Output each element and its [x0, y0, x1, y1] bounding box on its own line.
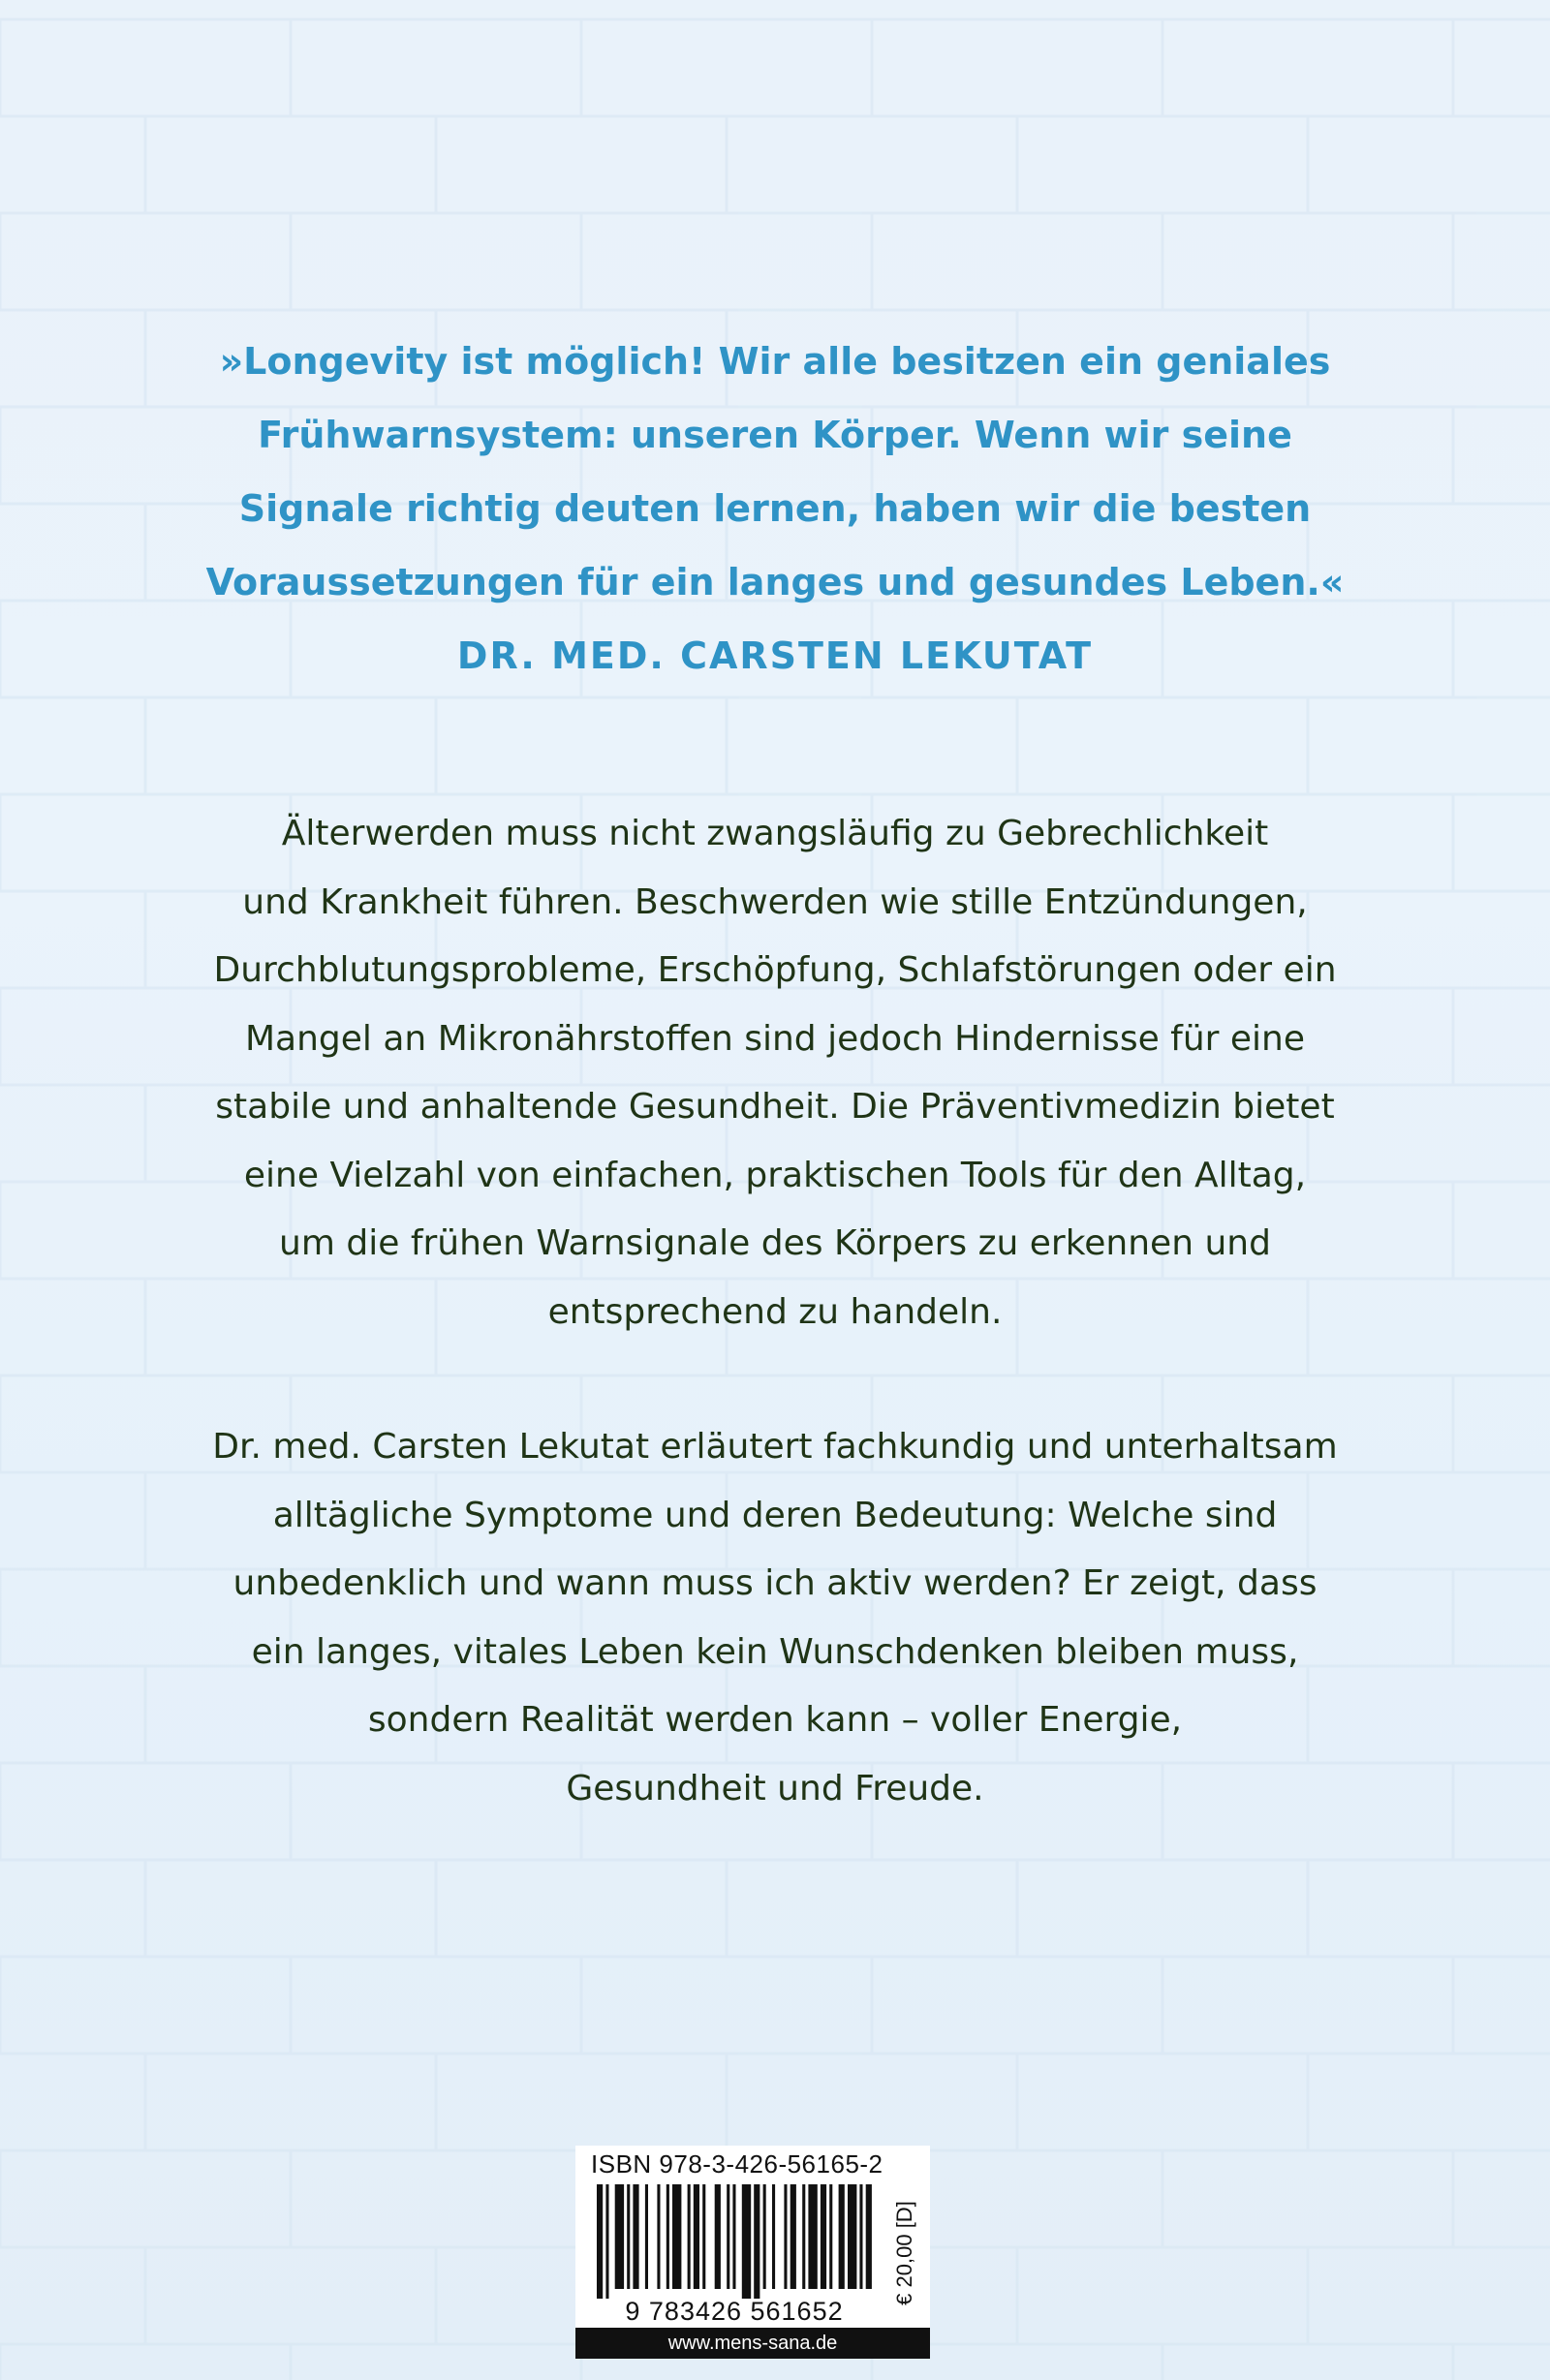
- barcode-box: [575, 2146, 930, 2359]
- paragraph-line: Dr. med. Carsten Lekutat erläutert fachkundig und unterhaltsam: [212, 1427, 1338, 1467]
- quote-block: [0, 325, 1550, 693]
- quote-author: DR. MED. CARSTEN LEKUTAT: [456, 634, 1094, 677]
- paragraph-line: ein langes, vitales Leben kein Wunschdenken bleiben muss,: [251, 1631, 1299, 1672]
- paragraph-line: sondern Realität werden kann – voller Energie,: [367, 1700, 1183, 1740]
- paragraph-line: eine Vielzahl von einfachen, praktischen Tools für den Alltag,: [243, 1155, 1307, 1195]
- paragraph-line: Gesundheit und Freude.: [566, 1768, 984, 1808]
- barcode-digits: 9 783426 561652: [625, 2297, 844, 2326]
- paragraph-line: entsprechend zu handeln.: [547, 1291, 1003, 1332]
- publisher-url: www.mens-sana.de: [575, 2328, 930, 2359]
- paragraph-line: stabile und anhaltende Gesundheit. Die Präventivmedizin bietet: [215, 1087, 1335, 1127]
- paragraph-line: Mangel an Mikronährstoffen sind jedoch Hindernisse für eine: [244, 1018, 1306, 1059]
- paragraph-line: Durchblutungsprobleme, Erschöpfung, Schlafstörungen oder ein: [213, 950, 1337, 990]
- isbn-label: ISBN 978-3-426-56165-2: [591, 2149, 884, 2179]
- price-label: [885, 2190, 924, 2316]
- description-paragraph-1: [0, 800, 1550, 1346]
- quote-line: Voraussetzungen für ein langes und gesundes Leben.«: [205, 561, 1345, 603]
- description-paragraph-2: [0, 1413, 1550, 1823]
- price-text: € 20,00 [D]: [892, 2201, 916, 2305]
- quote-line: »Longevity ist möglich! Wir alle besitzen ein geniales: [219, 340, 1331, 383]
- paragraph-line: alltägliche Symptome und deren Bedeutung: Welche sind: [272, 1495, 1278, 1535]
- paragraph-line: unbedenklich und wann muss ich aktiv werden? Er zeigt, dass: [232, 1563, 1318, 1603]
- barcode-icon: [589, 2184, 880, 2326]
- paragraph-line: und Krankheit führen. Beschwerden wie stille Entzündungen,: [242, 881, 1308, 922]
- quote-line: Signale richtig deuten lernen, haben wir die besten: [238, 487, 1312, 530]
- quote-line: Frühwarnsystem: unseren Körper. Wenn wir seine: [258, 414, 1292, 456]
- paragraph-line: um die frühen Warnsignale des Körpers zu erkennen und: [279, 1223, 1271, 1263]
- paragraph-line: Älterwerden muss nicht zwangsläufig zu Gebrechlichkeit: [281, 814, 1269, 853]
